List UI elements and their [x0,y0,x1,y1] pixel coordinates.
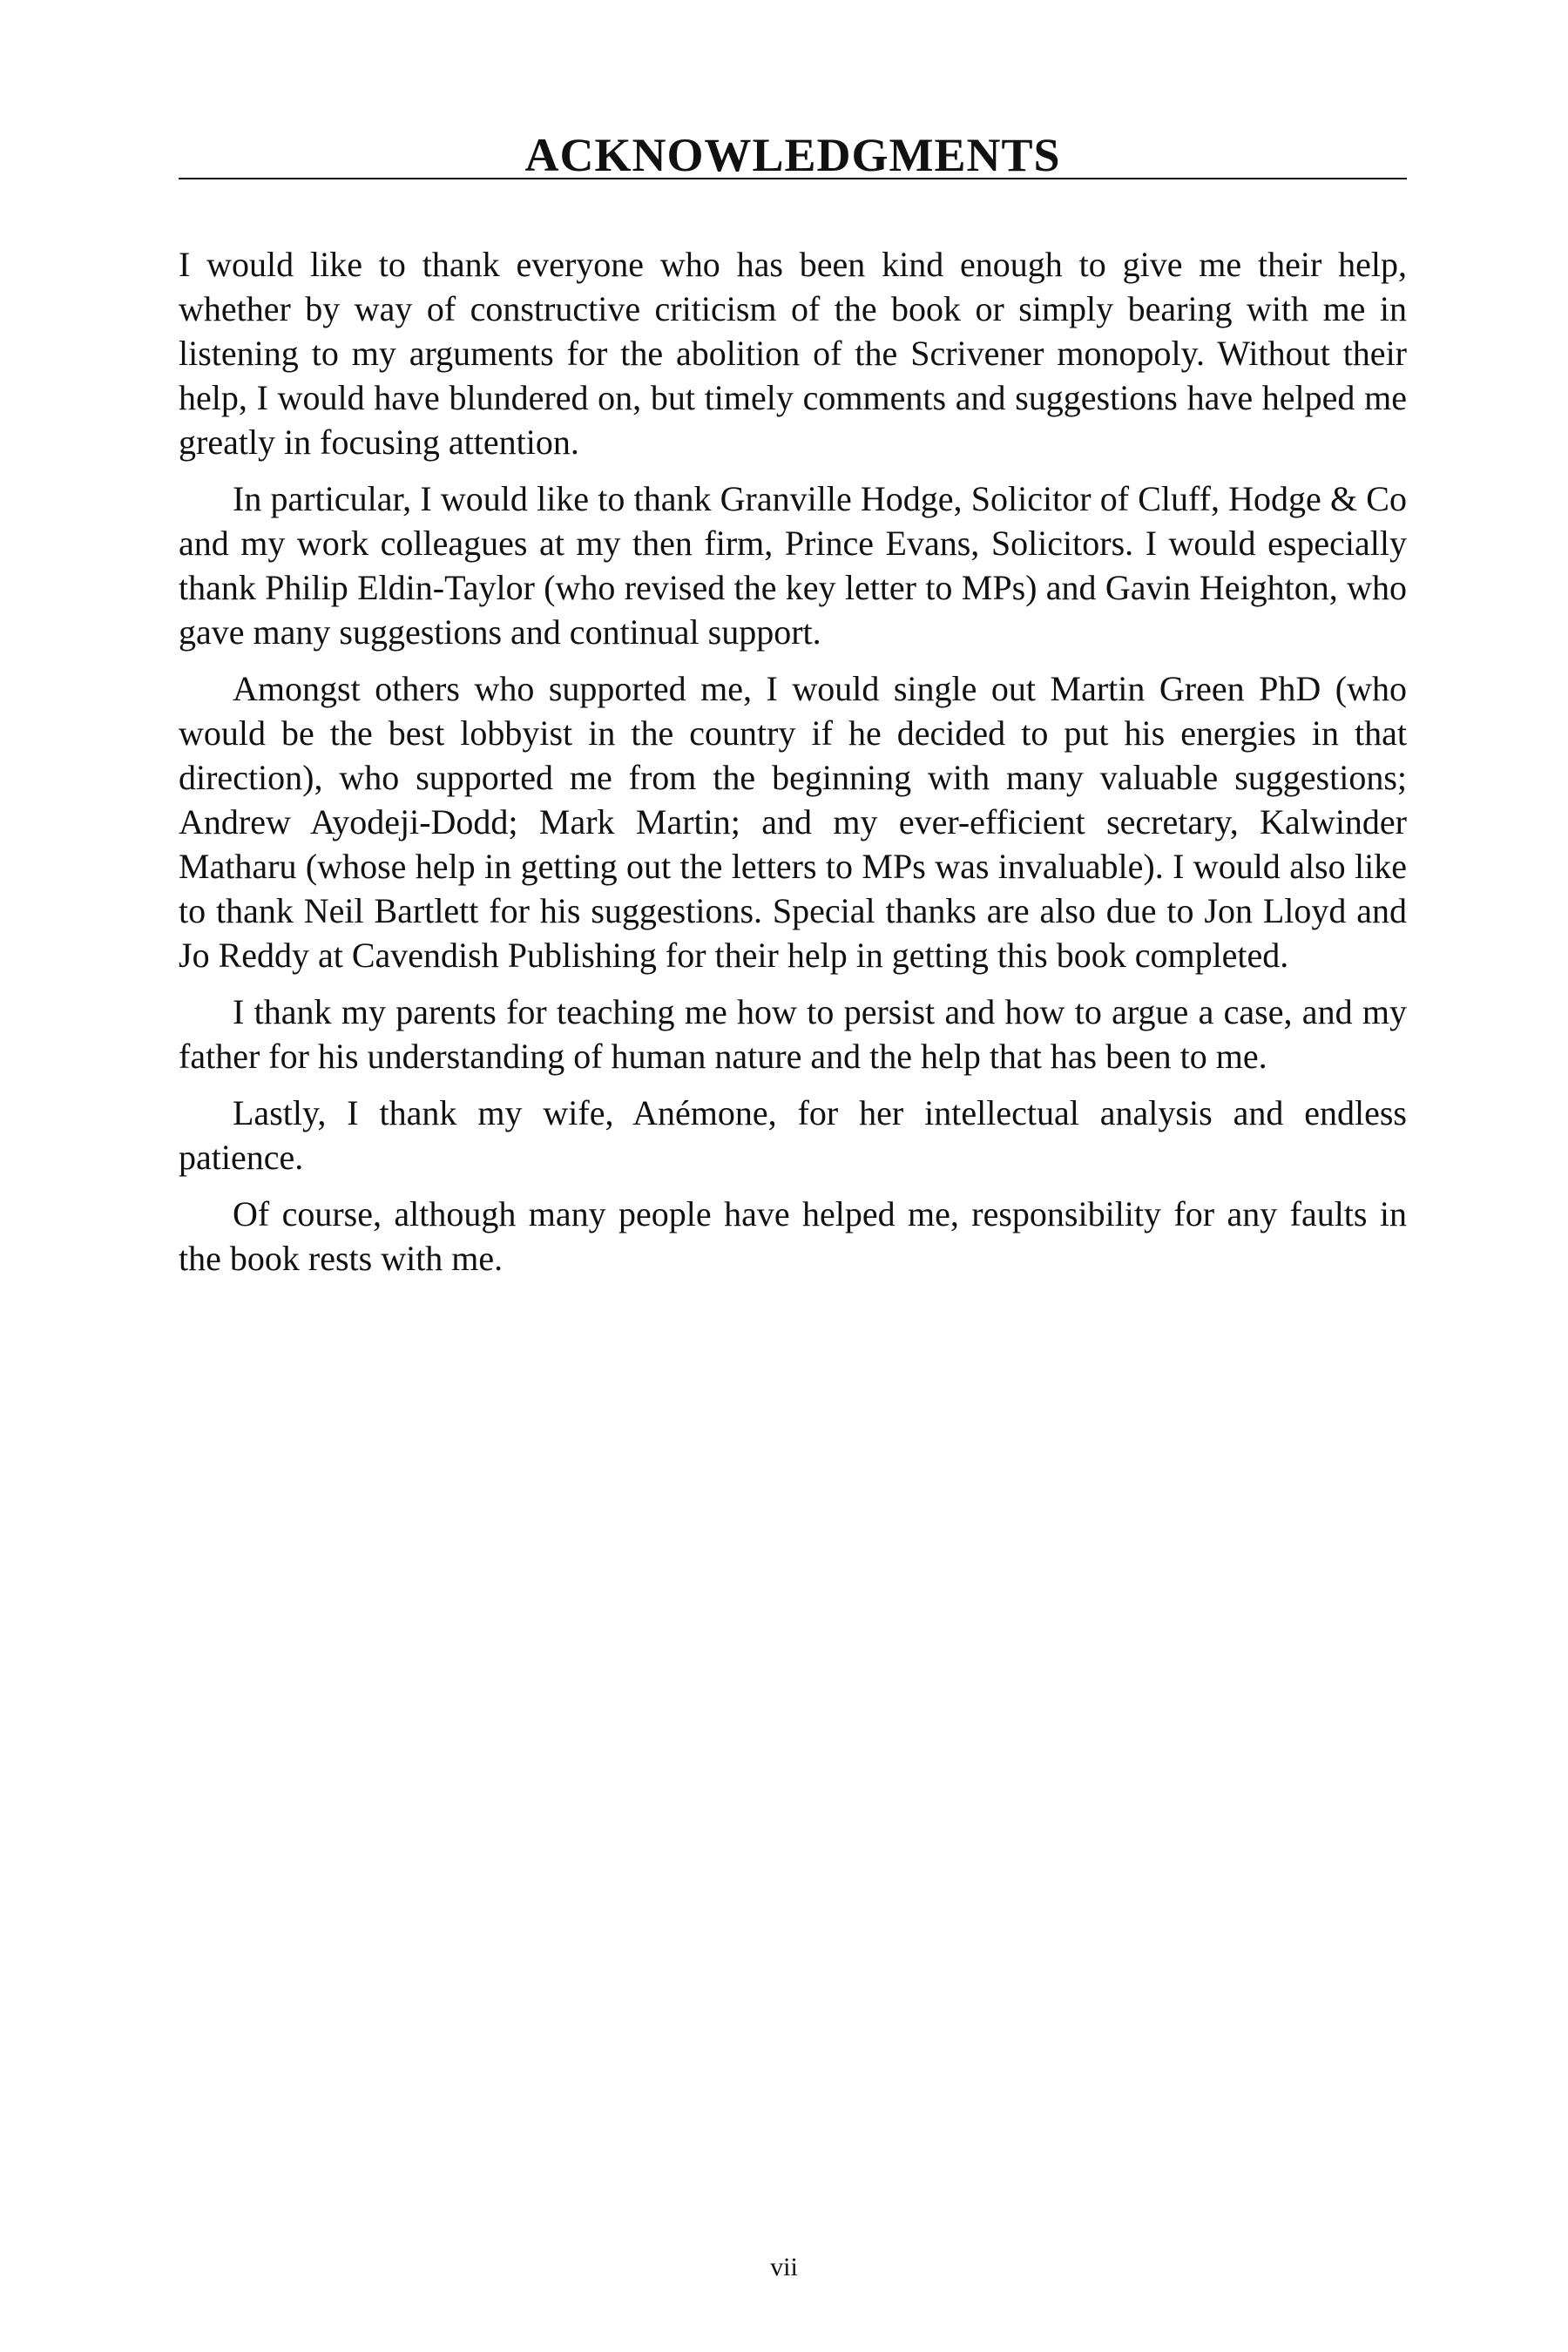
paragraph-4: I thank my parents for teaching me how to persist and how to argue a case, and my father for his understanding of human nature and the help that has been to me. [179,992,1407,1076]
paragraph-2: In particular, I would like to thank Granville Hodge, Solicitor of Cluff, Hodge & Co and my work colleagues at my then firm, Prince Evans, Solicitors. I would especially thank Philip Eldin-Taylor (who revised the key letter to MPs) and Gavin Heighton, who gave many suggestions and continual support. [179,479,1407,652]
paragraph-3: Amongst others who supported me, I would single out Martin Green PhD (who would be the best lobbyist in the country if he decided to put his energies in that direction), who supported me from the beginning with many valuable suggestions; Andrew Ayodeji-Dodd; Mark Martin; and my ever-efficient secretary, Kalwinder Matharu (whose help in getting out the letters to MPs was invaluable). I would also like to thank Neil Bartlett for his suggestions. Special thanks are also due to Jon Lloyd and Jo Reddy at Cavendish Publishing for their help in getting this book completed. [179,669,1407,975]
paragraph-5: Lastly, I thank my wife, Anémone, for her intellectual analysis and endless patience. [179,1093,1407,1177]
paragraph-6: Of course, although many people have helped me, responsibility for any faults in the book rests with me. [179,1194,1407,1278]
page-number: vii [770,2253,798,2281]
page-title: ACKNOWLEDGMENTS [524,129,1061,182]
title-divider [179,178,1407,179]
acknowledgments-body [179,242,1407,1293]
paragraph-1: I would like to thank everyone who has been kind enough to give me their help, whether by way of constructive criticism of the book or simply bearing with me in listening to my arguments for the abolition of the Scrivener monopoly. Without their help, I would have blundered on, but timely comments and suggestions have helped me greatly in focusing attention. [179,245,1407,462]
